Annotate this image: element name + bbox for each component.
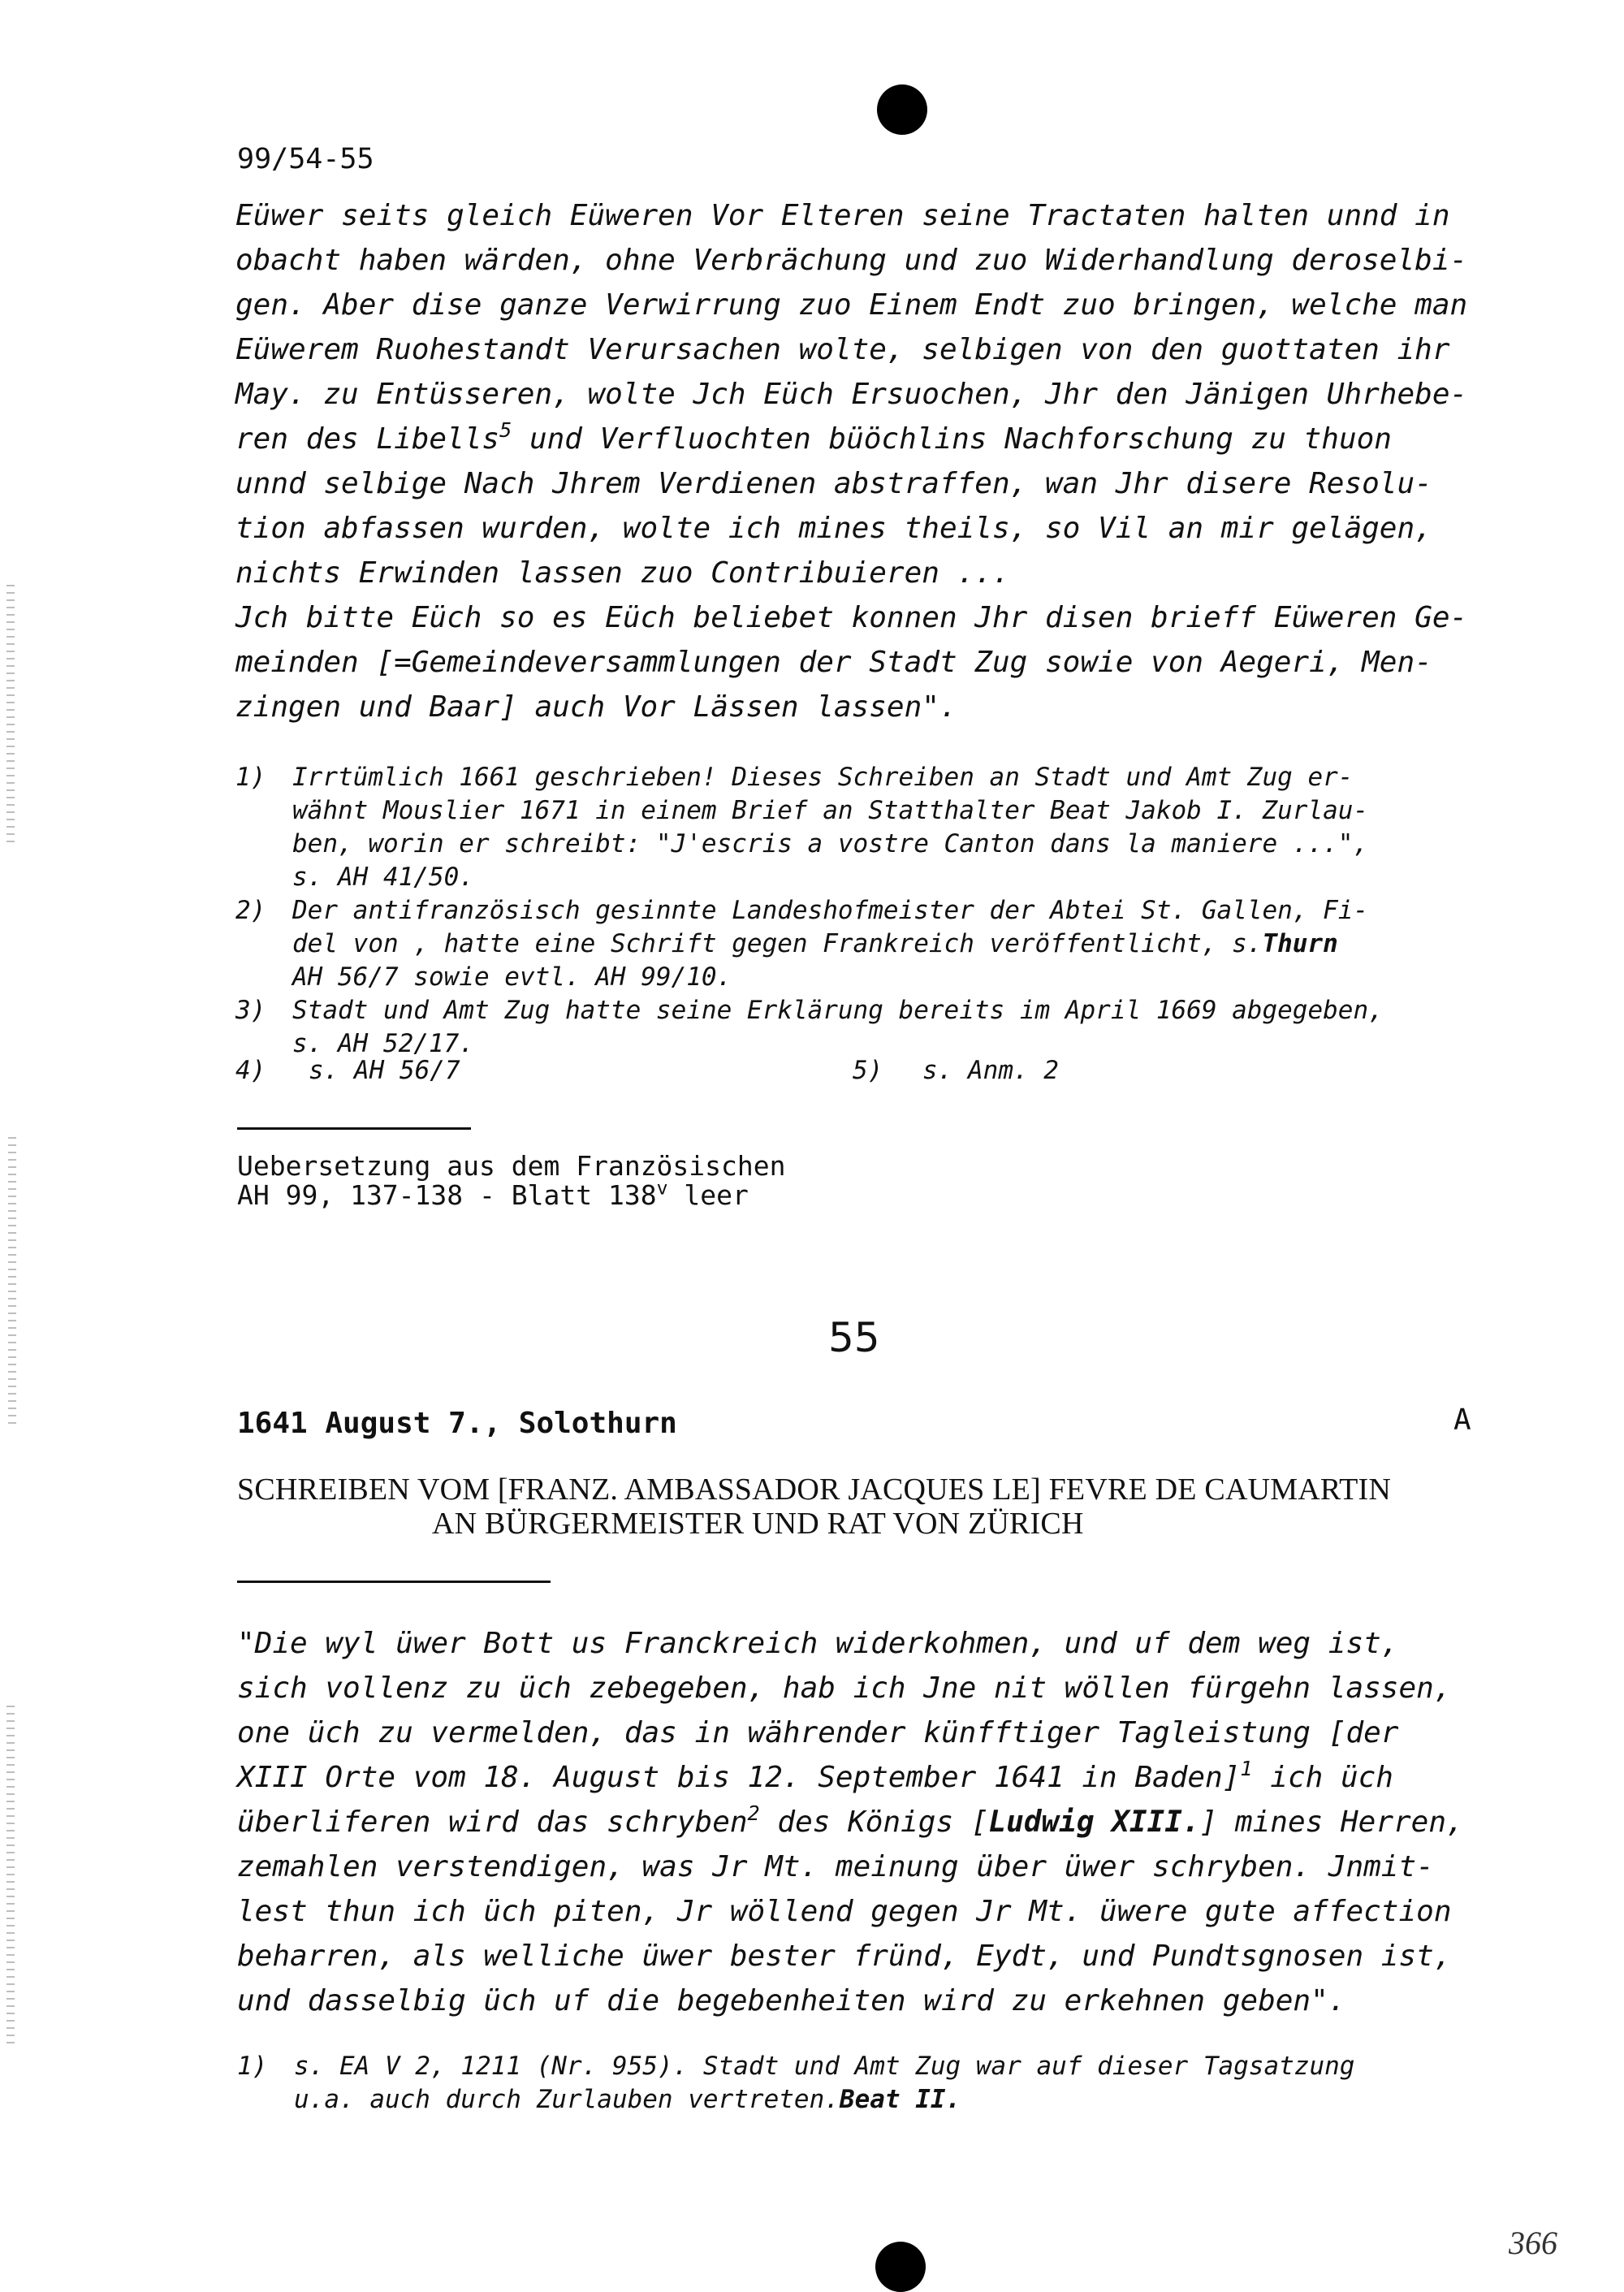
footnote-number: 1) [237,2052,268,2081]
date-place: 1641 August 7., Solothurn [237,1407,677,1440]
letter-55-text [237,1621,1464,2023]
footnote-body [292,994,1384,1061]
text-span: Zurlauben vertreten. [536,2085,840,2114]
footnote-item [235,761,1384,894]
text-line: lest thun ich üch piten, Jr wöllend gegen Jr Mt. üwere gute affection [237,1895,1452,1928]
text-line: Der antifranzösisch gesinnte Landeshofmeister der Abtei St. Gallen, Fi- [292,896,1369,925]
text-line: tion abfassen wurden, wolte ich mines theils, so Vil an mir gelägen, [235,512,1432,545]
text-span: ich üch [1252,1761,1393,1794]
text-line: sich vollenz zu üch zebegeben, hab ich Jne nit wöllen fürgehn lassen, [237,1671,1452,1705]
footnote-number: 5) [853,1056,883,1085]
punch-hole-bottom [875,2242,926,2292]
text-line: May. zu Entüsseren, wolte Jch Eüch Ersuochen, Jhr den Jänigen Uhrhebe- [235,378,1468,411]
text-span: ren des Libells [235,422,500,456]
footnote-5 [853,1054,1059,1088]
source-note-line1: Uebersetzung aus dem Französischen [237,1150,786,1182]
text-line: zingen und Baar] auch Vor Lässen lassen". [235,690,957,724]
letter-code: A [1453,1403,1471,1437]
document-title-line1: SCHREIBEN VOM [FRANZ. AMBASSADOR JACQUES LE] FEVRE DE CAUMARTIN [237,1473,1392,1507]
text-span: des Königs [ [759,1805,989,1839]
footnote-item [237,2050,1354,2117]
text-line: gen. Aber dise ganze Verwirrung zuo Einem Endt zuo bringen, welche man [235,288,1468,322]
text-line: zemahlen verstendigen, was Jr Mt. meinung über üwer schryben. Jnmit- [237,1850,1434,1883]
footnote-ref: 1 [1240,1757,1253,1781]
text-line: s. AH 41/50. [292,863,474,892]
text-span: XIII Orte vom 18. August bis 12. September 1641 in Baden] [237,1761,1241,1794]
footnote-text: s. AH 56/7 [309,1056,460,1085]
text-line: AH 56/7 sowie evtl. AH 99/10. [292,962,732,992]
text-line: obacht haben wärden, ohne Verbrächung und zuo Widerhandlung deroselbi- [235,244,1468,277]
text-line [294,2083,1354,2117]
footnote-item [235,894,1384,994]
text-line: nichts Erwinden lassen zuo Contribuieren ... [235,556,1010,590]
footnote-number: 3) [235,996,266,1025]
text-line: s. EA V 2, 1211 (Nr. 955). Stadt und Amt Zug war auf dieser Tagsatzung [294,2052,1355,2081]
text-span: del von [292,929,414,958]
text-line: Jch bitte Eüch so es Eüch beliebet konnen Jhr disen brieff Eüweren Ge- [235,601,1468,634]
bold-name: Thurn [1262,929,1338,958]
text-line: und dasselbig üch uf die begebenheiten wird zu erkehnen geben". [237,1984,1346,2017]
text-line: Irrtümlich 1661 geschrieben! Dieses Schreiben an Stadt und Amt Zug er- [292,763,1354,792]
text-span: , hatte eine Schrift gegen Frankreich veröffentlicht, s. [413,929,1263,958]
handwritten-page-number: 366 [1509,2225,1557,2261]
footnote-item [235,994,1384,1061]
scan-edge-mark [6,585,15,845]
text-line: beharren, als welliche üwer bester fründ, Eydt, und Pundtsgnosen ist, [237,1940,1452,1973]
document-title-line2: AN BÜRGERMEISTER UND RAT VON ZÜRICH [432,1507,1084,1541]
letter-54-text [235,193,1467,729]
footnote-number: 4) [235,1056,266,1085]
separator-line [237,1581,551,1583]
separator-line [237,1127,471,1130]
footnote-ref: 2 [747,1801,760,1826]
footnotes-54 [235,761,1384,1061]
text-line [237,1755,1464,1800]
bold-name: Ludwig XIII. [988,1805,1200,1839]
scan-edge-mark [8,1137,16,1429]
footnote-4 [235,1054,460,1088]
text-line: Eüwer seits gleich Eüweren Vor Elteren seine Tractaten halten unnd in [235,199,1450,232]
text-line: one üch zu vermelden, das in währender künfftiger Tagleistung [der [237,1716,1399,1749]
footnote-body [292,894,1368,994]
footnote-55 [237,2050,1354,2117]
source-note [237,1152,786,1210]
text-line: Eüwerem Ruohestandt Verursachen wolte, selbigen von den guottaten ihr [235,333,1450,366]
text-span: überliferen wird das schryben [237,1805,748,1839]
text-line: Stadt und Amt Zug hatte seine Erklärung bereits im April 1669 abgegeben, [292,996,1384,1025]
text-line: s. AH 52/17. [292,1029,474,1058]
text-span: und Verfluochten büöchlins Nachforschung zu thuon [512,422,1392,456]
text-line: wähnt Mouslier 1671 in einem Brief an Statthalter Beat Jakob I. Zurlau- [292,796,1369,825]
text-line [292,928,1368,961]
document-number: 55 [828,1314,880,1361]
footnote-body [294,2050,1354,2117]
source-note-line2: AH 99, 137-138 - Blatt 138$^v$ leer [237,1178,749,1211]
footnote-number: 1) [235,763,266,792]
text-line: meinden [=Gemeindeversammlungen der Stadt Zug sowie von Aegeri, Men- [235,646,1432,679]
punch-hole-top [877,84,927,135]
footnote-text: s. Anm. 2 [922,1056,1059,1085]
text-line: "Die wyl üwer Bott us Franckreich widerkohmen, und uf dem weg ist, [237,1627,1399,1660]
text-line [237,1800,1464,1844]
footnote-ref: 5 [499,418,512,443]
scan-edge-mark [6,1706,15,2047]
text-line: ben, worin er schreibt: "J'escris a vostre Canton dans la maniere ...", [292,829,1369,858]
text-span: ] mines Herren, [1199,1805,1464,1839]
footnote-body [292,761,1368,894]
text-line [235,417,1467,461]
page-reference: 99/54-55 [237,143,374,175]
footnote-number: 2) [235,896,266,925]
bold-name: Beat II. [839,2085,961,2114]
text-span: u.a. auch durch [294,2085,537,2114]
text-line: unnd selbige Nach Jhrem Verdienen abstraffen, wan Jhr disere Resolu- [235,467,1432,500]
